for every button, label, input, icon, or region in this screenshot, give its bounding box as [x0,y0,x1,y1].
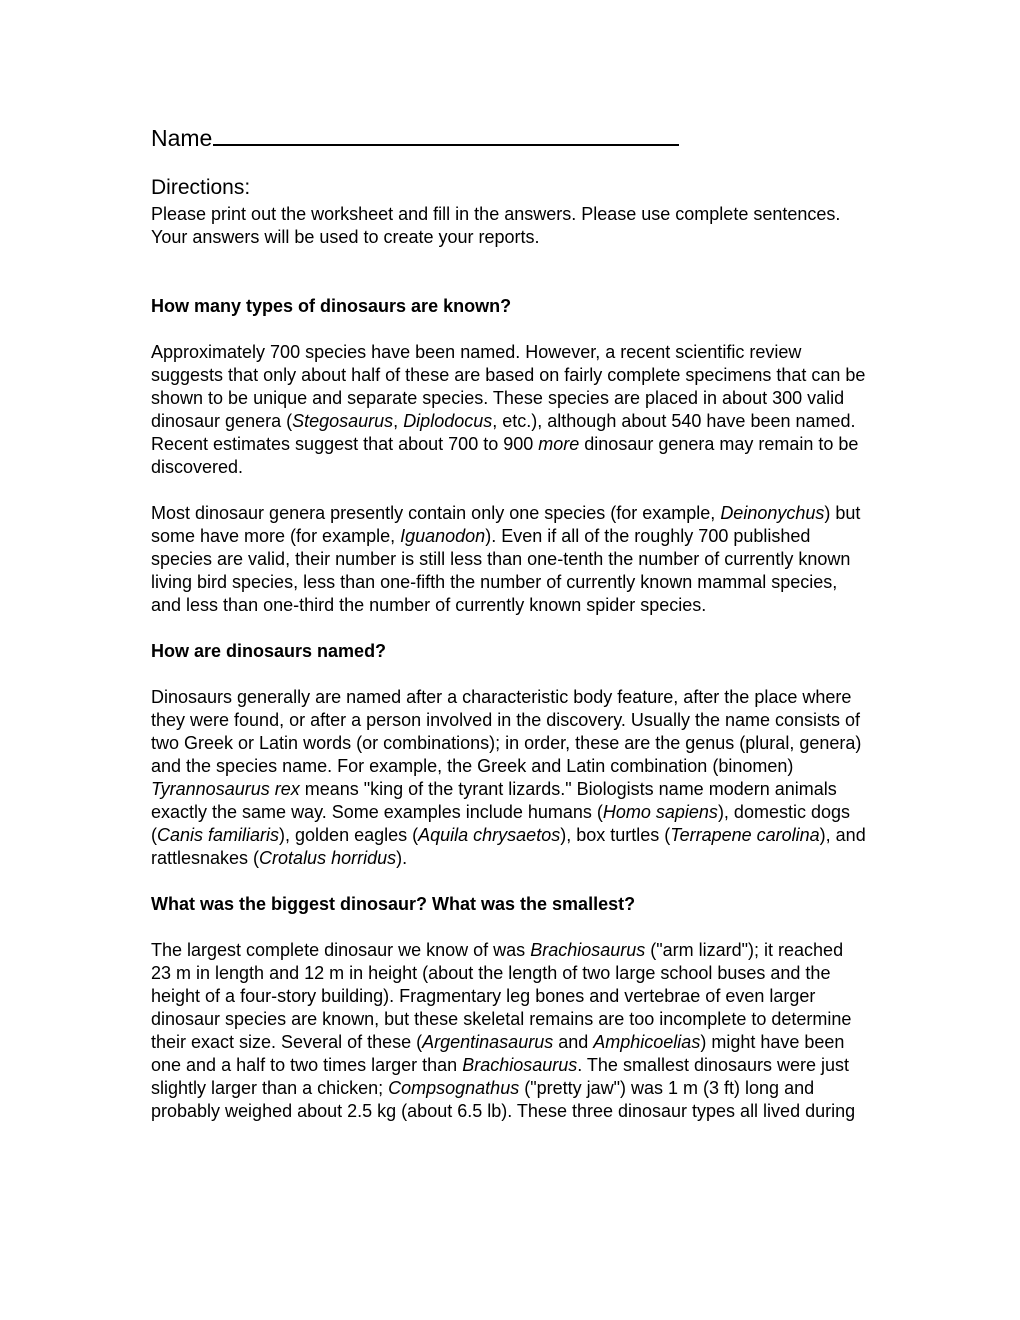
answer-paragraph: Most dinosaur genera presently contain only one species (for example, Deinonychus) but some have more (for example, Iguanodon). Even if all of the roughly 700 published species are valid, their number is still less than one-tenth the number of currently known living bird species, less than one-fifth the number of currently known mammal species, and less than one-third the number of currently known spider species. [151,503,861,615]
question-biggest-smallest: What was the biggest dinosaur? What was the smallest? [151,894,636,914]
directions-heading: Directions: [151,176,251,199]
question-how-named: How are dinosaurs named? [151,641,387,661]
worksheet-page [151,120,866,1123]
name-label: Name [151,125,213,151]
directions-text: Please print out the worksheet and fill in the answers. Please use complete sentences. Your answers will be used to create your reports. [151,204,841,247]
answer-paragraph: Approximately 700 species have been named. However, a recent scientific review suggests that only about half of these are based on fairly complete specimens that can be shown to be unique and separate species. These species are placed in about 300 valid dinosaur genera (Stegosaurus, Diplodocus, etc.), although about 540 have been named. Recent estimates suggest that about 700 to 900 more dinosaur genera may remain to be discovered. [151,342,866,477]
name-field [151,120,866,153]
answer-paragraph: The largest complete dinosaur we know of was Brachiosaurus ("arm lizard"); it reached 23 m in length and 12 m in height (about the length of two large school buses and the height of a four-story building). Fragmentary leg bones and vertebrae of even larger dinosaur species are known, but these skeletal remains are too incomplete to determine their exact size. Several of these (Argentinasaurus and Amphicoelias) might have been one and a half to two times larger than Brachiosaurus. The smallest dinosaurs were just slightly larger than a chicken; Compsognathus ("pretty jaw") was 1 m (3 ft) long and probably weighed about 2.5 kg (about 6.5 lb). These three dinosaur types all lived during [151,940,856,1121]
question-types-known: How many types of dinosaurs are known? [151,296,512,316]
name-blank-line [213,120,679,146]
answer-paragraph: Dinosaurs generally are named after a characteristic body feature, after the place where they were found, or after a person involved in the discovery. Usually the name consists of two Greek or Latin words (or combinations); in order, these are the genus (plural, genera) and the species name. For example, the Greek and Latin combination (binomen) Tyrannosaurus rex means "king of the tyrant lizards." Biologists name modern animals exactly the same way. Some examples include humans (Homo sapiens), domestic dogs (Canis familiaris), golden eagles (Aquila chrysaetos), box turtles (Terrapene carolina), and rattlesnakes (Crotalus horridus). [151,687,866,868]
